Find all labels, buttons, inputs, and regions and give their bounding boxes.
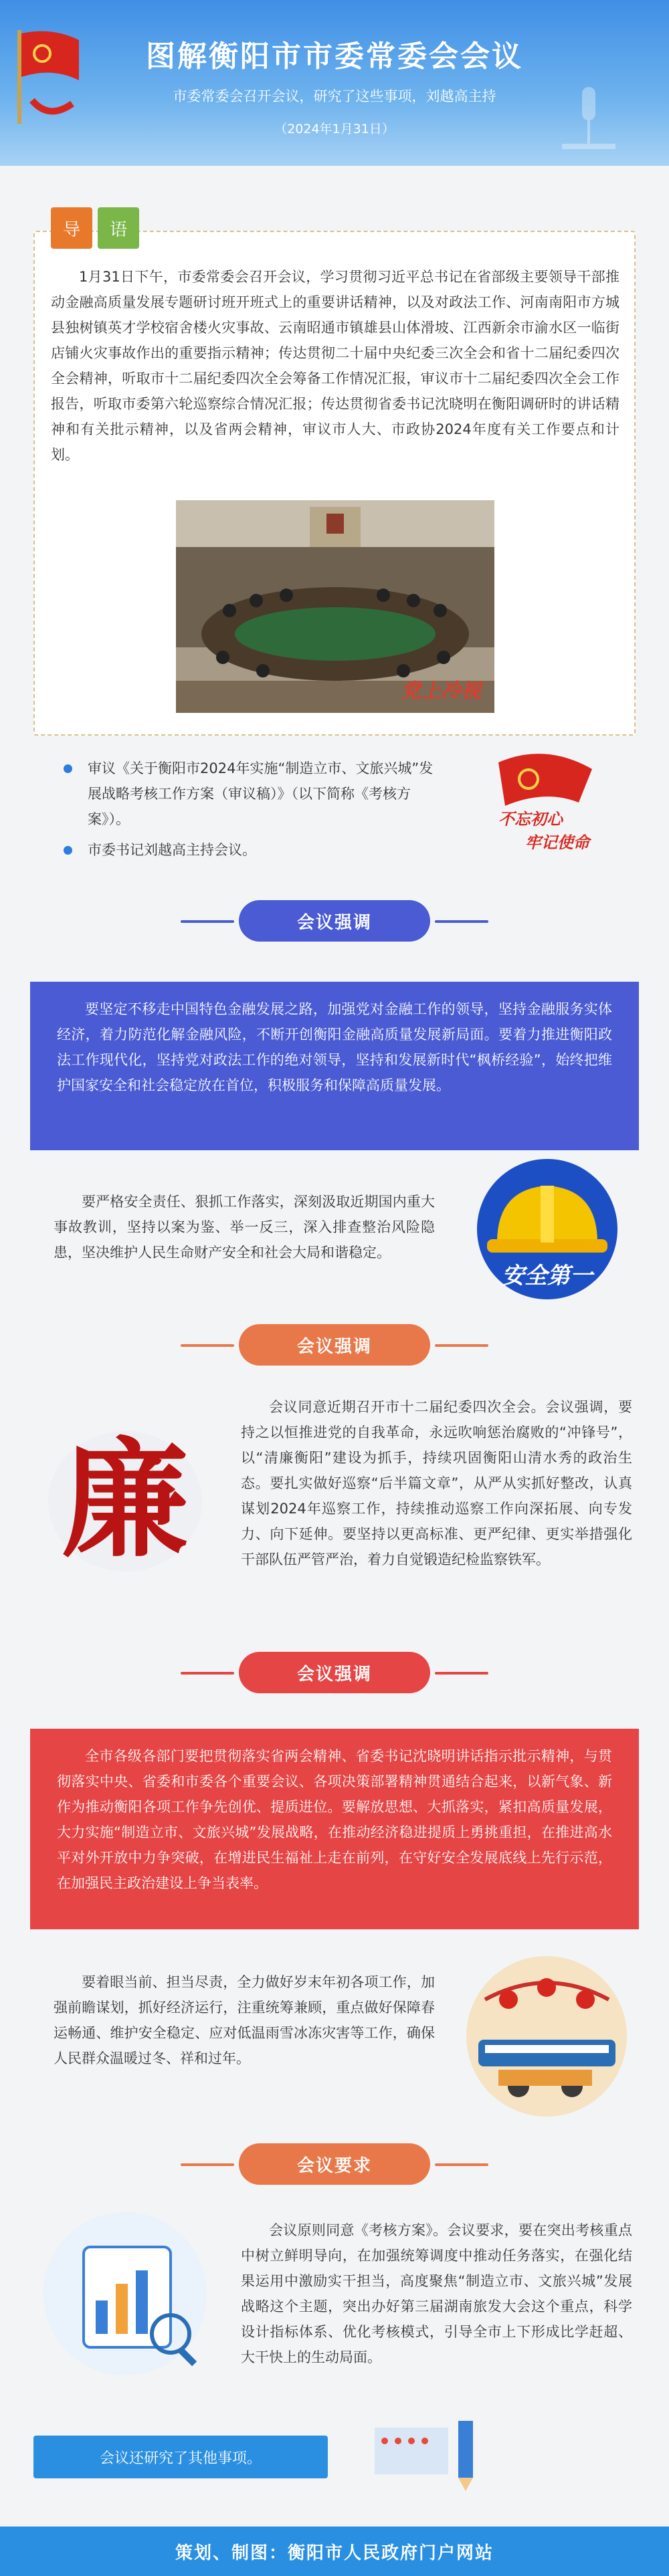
header-banner xyxy=(0,0,669,166)
section-header-3 xyxy=(0,1652,669,1692)
meeting-photo xyxy=(176,500,494,713)
page-subtitle: 市委常委会召开会议，研究了这些事项，刘越高主持 xyxy=(173,88,496,104)
data-analysis-illustration xyxy=(37,2207,214,2381)
intro-tag-a: 导 xyxy=(51,207,92,249)
page-title: 图解衡阳市市委常委会会议 xyxy=(146,39,523,74)
assessment-text: 会议原则同意《考核方案》。会议要求，要在突出考核重点中树立鲜明导向，在加强统筹调度中推动任务落实，在强化结果运用中激励实干担当，高度聚焦“制造立市、文旅兴城”发展战略这个主题，突出办好第三届湖南旅发大会这个重点，科学设计指标体系、优化考核模式，引导全市上下形成比学赶超、大干快上的生动局面。 xyxy=(241,2222,632,2365)
section-header-4 xyxy=(0,2143,669,2183)
red-highlight-box: 全市各级各部门要把贯彻落实省两会精神、省委书记沈晓明讲话指示批示精神，与贯彻落实中央、省委和市委各个重要会议、各项决策部署精神贯通结合起来，以新气象、新作为推动衡阳各项工作争先创优、提质进位。要解放思想、大抓落实，紧扣高质量发展，大力实施“制造立市、文旅兴城”发展战略，在推动经济稳进提质上勇挑重担，在推进高水平对外开放中力争突破，在增进民生福祉上走在前列，在守好安全发展底线上先行示范，在加强民主政治建设上争当表率。 xyxy=(30,1729,639,1929)
blue-highlight-box: 要坚定不移走中国特色金融发展之路，加强党对金融工作的领导，坚持金融服务实体经济，着力防范化解金融风险，不断开创衡阳金融高质量发展新局面。要着力推进衡阳政法工作现代化，坚持党对政法工作的绝对领导，坚持和发展新时代“枫桥经验”，始终把维护国家安全和社会稳定放在首位，积极服务和保障高质量发展。 xyxy=(30,982,639,1150)
divider xyxy=(435,920,488,923)
section-title: 会议强调 xyxy=(239,1324,430,1366)
meeting-date: （2024年1月31日） xyxy=(274,122,395,136)
section-title: 会议强调 xyxy=(239,1652,430,1693)
section-header-1 xyxy=(0,900,669,940)
divider xyxy=(181,1672,234,1675)
bullet-list xyxy=(64,756,438,868)
badge-line2: 牢记使命 xyxy=(525,833,589,852)
bullet-dot-icon xyxy=(64,846,72,855)
intro-tag-b: 语 xyxy=(98,207,139,249)
pencil-illustration xyxy=(361,2414,488,2494)
lian-calligraphy xyxy=(41,1424,209,1578)
divider xyxy=(181,1344,234,1347)
intro-text: 1月31日下午，市委常委会召开会议，学习贯彻习近平总书记在省部级主要领导干部推动金融高质量发展专题研讨班开班式上的重要讲话精神，以及对政法工作、河南南阳市方城县独树镇英才学校宿舍楼火灾事故、云南昭通市镇雄县山体滑坡、江西新余市渝水区一临街店铺火灾事故作出的重要指示精神；传达贯彻二十届中央纪委三次全会和省十二届纪委四次全会精神，听取市十二届纪委四次全会筹备工作情况汇报，审议市十二届纪委四次全会工作报告，听取市委第六轮巡察综合情况汇报；传达贯彻省委书记沈晓明在衡阳调研时的讲话精神和有关批示精神，以及省两会精神，审议市人大、市政协2024年度有关工作要点和计划。 xyxy=(51,269,619,463)
badge-line1: 不忘初心 xyxy=(498,810,563,829)
divider xyxy=(435,2163,488,2166)
photo-watermark: 党上冷视 xyxy=(401,679,481,703)
safety-text: 要严格安全责任、狠抓工作落实，深刻汲取近期国内重大事故教训，坚持以案为鉴、举一反三，深入排查整治风险隐患，坚决维护人民生命财产安全和社会大局和谐稳定。 xyxy=(54,1194,435,1261)
divider xyxy=(181,920,234,923)
section-title: 会议要求 xyxy=(239,2143,430,2185)
bullet-text: 审议《关于衡阳市2024年实施“制造立市、文旅兴城”发展战略考核工作方案（审议稿）》（以下简称《考核方案》）。 xyxy=(88,760,434,827)
divider xyxy=(435,1344,488,1347)
section-title: 会议强调 xyxy=(239,900,430,942)
section-header-2 xyxy=(0,1324,669,1364)
bullet-dot-icon xyxy=(64,764,72,773)
lian-character: 廉 xyxy=(61,1425,189,1574)
divider xyxy=(181,2163,234,2166)
seasonal-text: 要着眼当前、担当尽责，全力做好岁末年初各项工作，加强前瞻谋划，抓好经济运行，注重统筹兼顾，重点做好保障春运畅通、维护安全稳定、应对低温雨雪冰冻灾害等工作，确保人民群众温暖过冬、祥和过年。 xyxy=(54,1974,435,2066)
bullet-text: 市委书记刘越高主持会议。 xyxy=(88,842,256,858)
list-item xyxy=(64,756,438,832)
party-emblem-badge xyxy=(478,749,612,863)
discipline-text: 会议同意近期召开市十二届纪委四次全会。会议强调，要持之以恒推进党的自我革命，永远吹响惩治腐败的“冲锋号”，以“清廉衡阳”建设为抓手，持续巩固衡阳山清水秀的政治生态。要扎实做好巡察“后半篇文章”，从严从实抓好整改，认真谋划2024年巡察工作，持续推动巡察工作向深拓展、向专发力、向下延伸。要坚持以更高标准、更严纪律、更实举措强化干部队伍严管严治，着力自觉锻造纪检监察铁军。 xyxy=(241,1399,632,1568)
other-matters-note: 会议还研究了其他事项。 xyxy=(33,2436,328,2478)
list-item xyxy=(64,837,438,863)
festival-illustration xyxy=(458,1953,636,2120)
footer-credit: 策划、制图：衡阳市人民政府门户网站 xyxy=(0,2527,669,2576)
divider xyxy=(435,1672,488,1675)
safety-helmet-illustration xyxy=(460,1156,634,1303)
safety-first-label: 安全第一 xyxy=(502,1263,593,1289)
